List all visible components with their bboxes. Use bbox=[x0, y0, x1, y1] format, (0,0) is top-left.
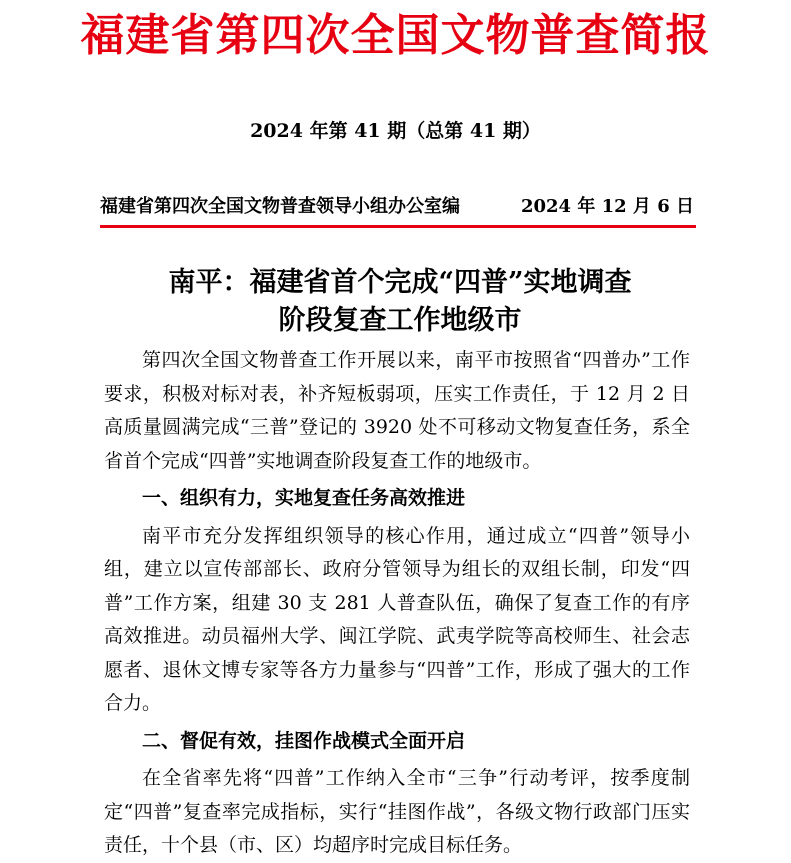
article-title-line-2: 阶段复查工作地级市 bbox=[278, 305, 522, 336]
issue-number: 2024 年第 41 期（总第 41 期） bbox=[250, 120, 541, 142]
publish-date: 2024 年 12 月 6 日 bbox=[520, 196, 694, 217]
section-2-paragraph: 在全省率先将“四普”工作纳入全市“三争”行动考评，按季度制定“四普”复查率完成指标，实行“挂图作战”，各级文物行政部门压实责任，十个县（市、区）均超序时完成目标任务。 bbox=[104, 767, 690, 856]
header-divider bbox=[100, 225, 696, 228]
section-2-heading: 二、督促有效，挂图作战模式全面开启 bbox=[142, 729, 466, 752]
article-body bbox=[104, 344, 690, 863]
editor-name: 福建省第四次全国文物普查领导小组办公室编 bbox=[100, 196, 460, 217]
editor-line bbox=[100, 194, 696, 220]
article-title-line-1: 南平：福建省首个完成“四普”实地调查 bbox=[168, 267, 632, 298]
section-1-paragraph: 南平市充分发挥组织领导的核心作用，通过成立“四普”领导小组，建立以宣传部部长、政府分管领导为组长的双组长制，印发“四普”工作方案，组建 30 支 281 人普查队伍，确保了复查工作的有序高效推进。动员福州大学、闽江学院、武夷学院等高校师生、社会志愿者、退休文博专家等各方力量参与“四普”工作，形成了强大的工作合力。 bbox=[104, 524, 690, 714]
masthead-title: 福建省第四次全国文物普查简报 bbox=[80, 10, 711, 61]
section-1-heading: 一、组织有力，实地复查任务高效推进 bbox=[142, 487, 466, 509]
intro-paragraph: 第四次全国文物普查工作开展以来，南平市按照省“四普办”工作要求，积极对标对表，补齐短板弱项，压实工作责任，于 12 月 2 日高质量圆满完成“三普”登记的 3920 处不可移动文物复查任务，系全省首个完成“四普”实地调查阶段复查工作的地级市。 bbox=[104, 349, 690, 472]
article-title bbox=[100, 264, 700, 340]
